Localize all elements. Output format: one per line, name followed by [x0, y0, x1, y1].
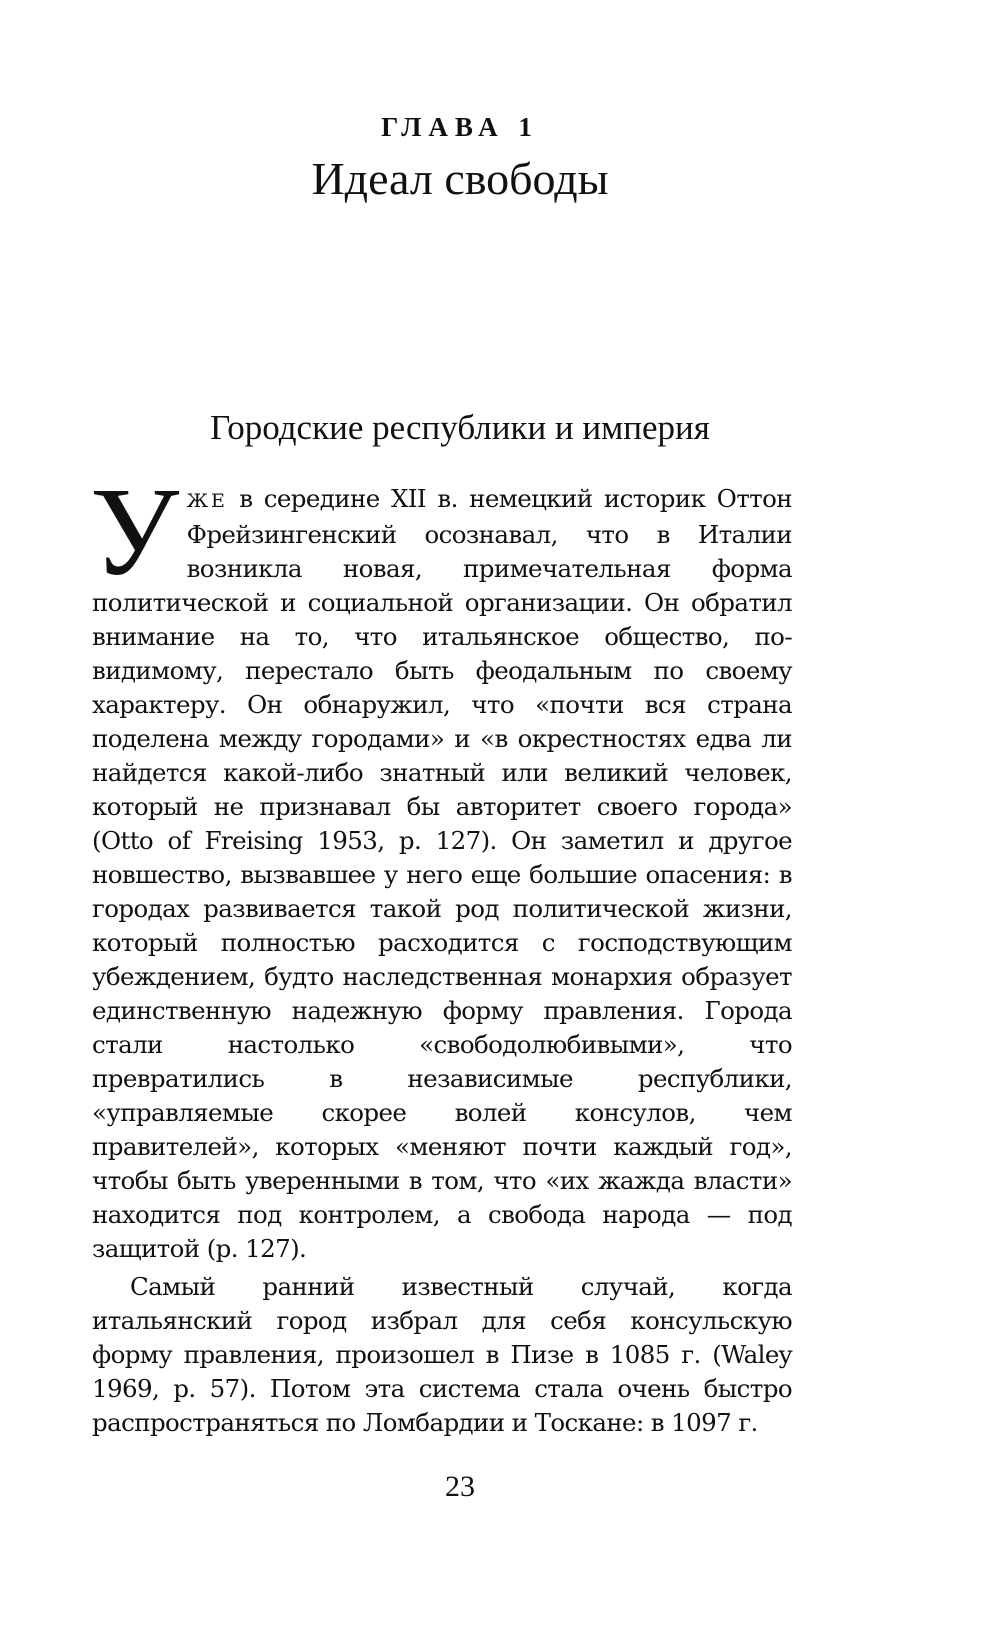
paragraph-second [92, 1270, 792, 1440]
chapter-title: Идеал свободы [311, 153, 609, 204]
paragraph-first [90, 463, 792, 1266]
section-title: Городские республики и империя [210, 408, 710, 447]
dropcap-letter: У [90, 463, 179, 602]
paragraph-second-text: Самый ранний известный случай, когда итальянский город избрал для себя консульскую форму правления, произошел в Пизе в 1085 г. (Waley 1969, p. 57). Потом эта система стала очень быстро распространяться по Ломбардии и Тоскане: в 1097 г. [92, 1272, 792, 1437]
page-number: 23 [445, 1470, 475, 1503]
chapter-label: ГЛАВА 1 [381, 112, 539, 142]
dropcap-continuation: ЖЕ [186, 490, 228, 512]
body-text [90, 463, 792, 1440]
paragraph-first-text: в середине XII в. немецкий историк Оттон Фрейзингенский осознавал, что в Италии возникла новая, примечательная форма политической и социальной организации. Он обратил внимание на то, что итальянское общество, по-видимому, перестало быть феодальным по своему характеру. Он обнаружил, что «почти вся страна поделена между городами» и «в окрестностях едва ли найдется какой-либо знатный или великий человек, который не признавал бы авторитет своего города» (Otto of Freising 1953, p. 127). Он заметил и другое новшество, вызвавшее у него еще большие опасения: в городах развивается такой род политической жизни, который полностью расходится с господствующим убеждением, будто наследственная монархия образует единственную надежную форму правления. Города стали настолько «свободолюбивыми», что превратились в независимые республики, «управляемые скорее волей консулов, чем правителей», которых «меняют почти каждый год», чтобы быть уверенными в том, что «их жажда власти» находится под контролем, а свобода народа — под защитой (p. 127). [92, 484, 792, 1263]
